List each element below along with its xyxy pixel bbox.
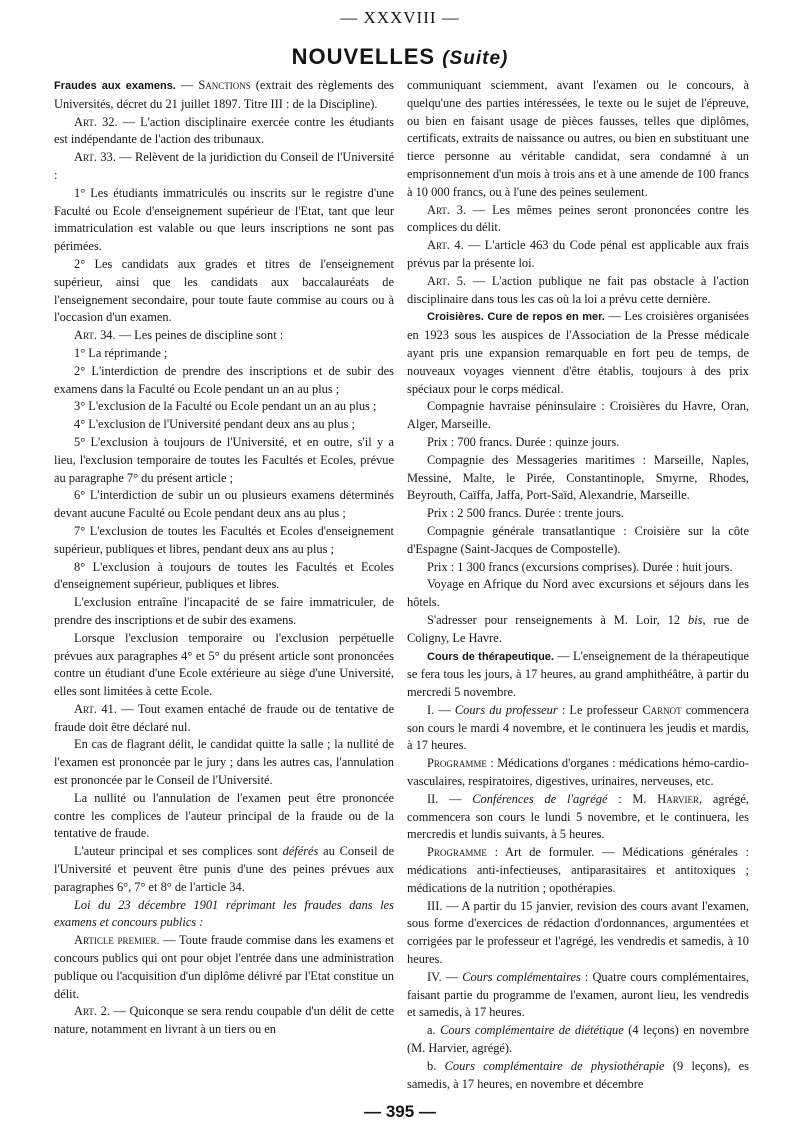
article-label: Art. 5. bbox=[427, 273, 467, 288]
paragraph bbox=[407, 452, 749, 505]
section-title bbox=[0, 44, 800, 70]
paragraph-text: — L'action disciplinaire exercée contre les étudiants est indépendante de l'action des tribunaux. bbox=[54, 114, 395, 147]
paragraph bbox=[54, 185, 394, 256]
paragraph-text: 7° L'exclusion de toutes les Facultés et Ecoles d'enseignement supérieur, publiques et libres, pendant deux ans au plus ; bbox=[54, 523, 394, 556]
paragraph-text: , rue de Coligny, Le Havre. bbox=[407, 612, 749, 645]
paragraph-text: b. bbox=[427, 1058, 445, 1073]
paragraph-text: Compagnie générale transatlantique : Croisière sur la côte d'Espagne (Saint-Jacques de Compostelle). bbox=[407, 523, 749, 556]
paragraph-text: (extrait des règlements des Universités, décret du 21 juillet 1897. Titre III : de la Discipline). bbox=[54, 78, 394, 111]
paragraph bbox=[54, 114, 394, 150]
paragraph bbox=[54, 701, 394, 737]
paragraph-text: — Toute fraude commise dans les examens et concours publics qui ont pour objet l'entrée dans une administration publique ou l'acquisition d'un diplôme délivré par l'Etat constitue un délit. bbox=[54, 933, 394, 1001]
paragraph-text: (4 leçons) en novembre (M. Harvier, agrégé). bbox=[407, 1023, 749, 1056]
paragraph-text: communiquant sciemment, avant l'examen ou le concours, à quelqu'une des parties intéressées, le texte ou le sujet de l'épreuve, ou bien en faisant usage de pièces fausses, telles que diplômes, certificats, extraits de naissance ou autres, ou bien en substituant une tierce personne au véritable candidat, sera condamné à un emprisonnement d'un mois à trois ans et à une amende de 100 francs à 10 000 francs, ou à l'une des peines seulement. bbox=[407, 78, 749, 199]
paragraph bbox=[54, 932, 394, 1003]
paragraph-text: 1° Les étudiants immatriculés ou inscrits sur le registre d'une Faculté ou Ecole d'enseignement supérieur de l'Etat, tant que leur immatriculation est valable ou que leurs inscriptions ne sont pas périmées. bbox=[54, 185, 394, 254]
paragraph-text: 4° L'exclusion de l'Université pendant deux ans au plus ; bbox=[74, 417, 355, 432]
paragraph bbox=[54, 594, 394, 630]
article-label: Art. 32. bbox=[74, 114, 118, 129]
italic-text: Cours complémentaire de physiothérapie bbox=[444, 1058, 665, 1073]
paragraph-text: 6° L'interdiction de subir un ou plusieurs examens déterminés devant aucune Faculté ou Ecole pendant deux ans au plus ; bbox=[54, 488, 394, 521]
article-label: Art. 2. bbox=[74, 1004, 110, 1019]
paragraph-heading: Cours de thérapeutique. bbox=[427, 650, 554, 663]
paragraph-text: , agrégé, commencera son cours le lundi 5 novembre, et le continuera, les mercredis et lundis suivants, à 5 heures. bbox=[407, 791, 749, 842]
paragraph-text: — L'article 463 du Code pénal est applicable aux frais prévus par la présente loi. bbox=[407, 238, 749, 270]
paragraph-text: : Quatre cours complémentaires, faisant partie du programme de l'examen, auront lieu, les vendredis et samedis, à 17 heures. bbox=[407, 969, 749, 1020]
paragraph-text: La nullité ou l'annulation de l'examen peut être prononcée contre les complices de l'auteur principal de la fraude ou de la tentative de fraude. bbox=[54, 790, 394, 841]
paragraph-text: : Le professeur bbox=[557, 702, 643, 717]
paragraph-text: S'adresser pour renseignements à M. Loir, 12 bbox=[427, 612, 689, 627]
article-label: Art. 33. bbox=[74, 150, 116, 165]
article-label: — Sanctions bbox=[175, 78, 251, 92]
paragraph bbox=[407, 523, 749, 559]
paragraph-text: 2° Les candidats aux grades et titres de l'enseignement supérieur, ainsi que les candidats aux baccalauréats de l'enseignement secondaire, pour toute faute commise au cours ou à l'occasion d'un examen. bbox=[54, 256, 394, 325]
paragraph bbox=[54, 256, 394, 327]
paragraph bbox=[54, 345, 394, 363]
paragraph-text: 1° La réprimande ; bbox=[74, 345, 168, 360]
paragraph bbox=[54, 149, 394, 185]
article-label: Art. 41. bbox=[74, 701, 117, 716]
paragraph bbox=[407, 612, 749, 648]
paragraph-text: Prix : 1 300 francs (excursions comprises). Durée : huit jours. bbox=[427, 559, 733, 574]
paragraph-text: — L'action publique ne fait pas obstacle à l'action disciplinaire dans tous les cas où la loi a prévu cette dernière. bbox=[407, 273, 749, 306]
paragraph bbox=[407, 308, 749, 398]
paragraph-text: IV. — bbox=[427, 969, 463, 984]
paragraph bbox=[54, 630, 394, 701]
paragraph bbox=[407, 702, 749, 755]
paragraph-text: L'exclusion entraîne l'incapacité de se faire immatriculer, de prendre des inscriptions et de subir des examens. bbox=[54, 595, 394, 627]
paragraph-heading: Fraudes aux examens. bbox=[54, 80, 176, 92]
running-header: — XXXVIII — bbox=[340, 8, 460, 27]
paragraph-text: — Les mêmes peines seront prononcées contre les complices du délit. bbox=[407, 202, 749, 235]
article-label: Article premier. bbox=[74, 933, 160, 948]
paragraph bbox=[407, 755, 749, 791]
paragraph-text: I. — bbox=[427, 702, 455, 717]
paragraph bbox=[54, 523, 394, 559]
italic-text: Cours complémentaire de diététique bbox=[440, 1023, 624, 1038]
italic-text: Conférences de l'agrégé bbox=[472, 791, 608, 806]
paragraph-text: — Tout examen entaché de fraude ou de tentative de fraude doit être déclaré nul. bbox=[54, 701, 394, 734]
paragraph bbox=[407, 202, 749, 238]
paragraph-text: : Art de formuler. — Médications générales : médications anti-infectieuses, antiparasitaires et antitoxiques ; médications de la nutrition ; opothérapies. bbox=[407, 845, 749, 895]
paragraph-text: : Médications d'organes : médications hémo-cardio-vasculaires, respiratoires, digestives, urinaires, nerveuses, etc. bbox=[407, 756, 749, 789]
paragraph bbox=[407, 273, 749, 309]
paragraph-text: 3° L'exclusion de la Faculté ou Ecole pendant un an au plus ; bbox=[74, 399, 377, 414]
paragraph bbox=[407, 505, 749, 523]
paragraph bbox=[407, 237, 749, 273]
paragraph-text: a. bbox=[427, 1023, 441, 1038]
name-text: Carnot bbox=[642, 702, 682, 717]
paragraph bbox=[407, 898, 749, 969]
paragraph-text: (9 leçons), es samedis, à 17 heures, en novembre et décembre bbox=[407, 1058, 749, 1091]
paragraph-text: 5° L'exclusion à toujours de l'Université, et en outre, s'il y a lieu, l'exclusion temporaire de toutes les Facultés et Ecoles, prévue au paragraphe 7° du présent article ; bbox=[54, 434, 394, 485]
paragraph-text: En cas de flagrant délit, le candidat quitte la salle ; la nullité de l'examen est prononcée par le jury ; dans les autres cas, l'annulation est prononcée par le Conseil de l'Université. bbox=[54, 737, 394, 788]
name-text: Harvier bbox=[657, 791, 700, 806]
paragraph-text: commencera son cours le mardi 4 novembre, et le continuera les jeudis et mardis, à 17 heures. bbox=[407, 702, 750, 753]
paragraph-text: 8° L'exclusion à toujours de toutes les Facultés et Ecoles d'enseignement supérieur, publiques et libres. bbox=[54, 559, 394, 592]
paragraph-text: Lorsque l'exclusion temporaire ou l'exclusion perpétuelle prévues aux paragraphes 4° et 5° du présent article sont prononcées contre un étudiant d'une Ecole extérieure au siège d'une Université, elles sont limitées à cette Ecole. bbox=[54, 630, 394, 699]
paragraph bbox=[407, 844, 749, 897]
paragraph bbox=[54, 416, 394, 434]
paragraph bbox=[407, 559, 749, 577]
paragraph bbox=[54, 327, 394, 345]
paragraph-text: — Quiconque se sera rendu coupable d'un délit de cette nature, notamment en livrant à un tiers ou en bbox=[54, 1004, 394, 1037]
paragraph-text: — Relèvent de la juridiction du Conseil de l'Université : bbox=[54, 150, 394, 182]
paragraph bbox=[407, 434, 749, 452]
article-label: Programme bbox=[427, 756, 487, 771]
paragraph-text: Voyage en Afrique du Nord avec excursions et séjours dans les hôtels. bbox=[407, 577, 749, 610]
article-label: Art. 34. bbox=[74, 328, 116, 343]
italic-text: Cours du professeur bbox=[454, 702, 558, 717]
paragraph-text: III. — A partir du 15 janvier, revision des cours avant l'examen, sous forme d'exercices de rédaction d'ordonnances, argumentées et corrigées par le professeur et l'agrégé, les vendredis et samedis, à 10 heures. bbox=[407, 898, 749, 967]
italic-text: Cours complémentaires bbox=[462, 969, 581, 984]
paragraph-text: Compagnie des Messageries maritimes : Marseille, Naples, Messine, Malte, le Pirée, Constantinople, Smyrne, Rhodes, Beyrouth, Caïffa, Jaffa, Port-Saïd, Alexandrie, Marseille. bbox=[407, 452, 749, 503]
paragraph-text: II. — bbox=[427, 791, 473, 806]
paragraph bbox=[407, 648, 749, 702]
section-title-main: NOUVELLES bbox=[291, 44, 436, 69]
paragraph-text: Prix : 700 francs. Durée : quinze jours. bbox=[427, 434, 620, 449]
paragraph bbox=[54, 897, 394, 933]
paragraph bbox=[407, 969, 749, 1022]
right-column bbox=[407, 77, 749, 1093]
paragraph bbox=[54, 736, 394, 789]
article-label: Art. 3. bbox=[427, 202, 467, 217]
paragraph bbox=[54, 434, 394, 487]
paragraph bbox=[54, 790, 394, 843]
paragraph-text: Compagnie havraise péninsulaire : Croisières du Havre, Oran, Alger, Marseille. bbox=[407, 399, 749, 432]
italic-text: bis bbox=[688, 612, 703, 627]
paragraph bbox=[407, 398, 749, 434]
paragraph bbox=[54, 487, 394, 523]
article-label: Art. 4. bbox=[427, 238, 464, 253]
paragraph-text: Prix : 2 500 francs. Durée : trente jours. bbox=[427, 506, 624, 521]
paragraph bbox=[407, 1058, 749, 1094]
paragraph bbox=[54, 398, 394, 416]
paragraph bbox=[54, 77, 394, 114]
paragraph-text: au Conseil de l'Université et peuvent être punis d'une des peines prévues aux paragraphes 6°, 7° et 8° de l'article 34. bbox=[54, 844, 395, 894]
paragraph bbox=[54, 363, 394, 399]
page-number: — 395 — bbox=[364, 1102, 436, 1121]
paragraph bbox=[407, 1022, 749, 1058]
italic-text: Loi du 23 décembre 1901 réprimant les fraudes dans les examens et concours publics : bbox=[54, 897, 394, 930]
paragraph-text: : M. bbox=[607, 791, 658, 806]
paragraph-text: — Les croisières organisées en 1923 sous les auspices de l'Association de la Presse médicale ayant pris une expansion remarquable en fort peu de temps, de nouveaux voyages viennent d'être établis, toujours à des prix spéciaux pour le corps médical. bbox=[407, 309, 749, 396]
paragraph-text: L'auteur principal et ses complices sont bbox=[74, 844, 283, 859]
paragraph-text: — L'enseignement de la thérapeutique se fera tous les jours, à 17 heures, au grand amphithéâtre, à partir du mercredi 5 novembre. bbox=[407, 648, 749, 700]
section-title-suite: (Suite) bbox=[442, 48, 509, 69]
left-column bbox=[54, 77, 394, 1039]
paragraph-text: 2° L'interdiction de prendre des inscriptions et de subir des examens dans la Faculté ou Ecole pendant un an au plus ; bbox=[54, 363, 394, 396]
paragraph bbox=[407, 576, 749, 612]
paragraph bbox=[54, 843, 394, 896]
article-label: Programme bbox=[427, 845, 487, 860]
paragraph bbox=[54, 1003, 394, 1039]
paragraph bbox=[407, 791, 749, 844]
paragraph bbox=[407, 77, 749, 202]
italic-text: déférés bbox=[282, 844, 319, 859]
paragraph bbox=[54, 559, 394, 595]
paragraph-heading: Croisières. Cure de repos en mer. bbox=[427, 311, 605, 324]
paragraph-text: — Les peines de discipline sont : bbox=[115, 328, 284, 343]
